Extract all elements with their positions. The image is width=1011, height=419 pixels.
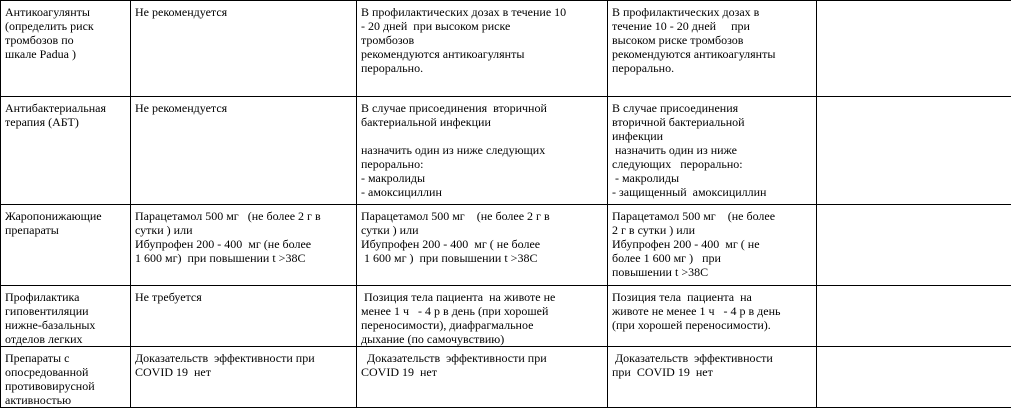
cell-text-line: более 1 600 мг ) при [612, 251, 721, 265]
cell-text-line: 1 600 мг) при повышении t >38С [135, 251, 306, 265]
severity-column-3-cell [608, 205, 817, 286]
cell-text-line: перорально: [361, 157, 424, 171]
cell-text-line: противовирусной [5, 379, 95, 393]
row-name-cell [1, 347, 131, 408]
row-name-cell [1, 1, 131, 97]
cell-text-line: Парацетамол 500 мг (не более 2 г в [361, 209, 550, 223]
cell-text-line: течение 10 - 20 дней при [612, 19, 750, 33]
table-row-antibacterial [1, 97, 1011, 205]
empty-cell [817, 205, 1011, 286]
cell-text-line: В профилактических дозах в течение 10 [361, 5, 567, 19]
severity-column-2-cell [357, 1, 608, 97]
severity-column-1-cell [131, 1, 357, 97]
empty-cell [817, 97, 1011, 205]
cell-text-line: рекомендуются антикоагулянты [361, 47, 525, 61]
table-row-anticoagulants [1, 1, 1011, 97]
cell-text-line: Профилактика [5, 290, 80, 304]
cell-text-line: животе не менее 1 ч - 4 р в день [612, 304, 781, 318]
cell-text-line: дыхание (по самочувствию) [361, 332, 505, 346]
severity-column-2-cell [357, 205, 608, 286]
cell-text-line: (определить риск [5, 19, 94, 33]
cell-text-line: 2 г в сутки ) или [612, 223, 696, 237]
cell-text-line: рекомендуются антикоагулянты [612, 47, 776, 61]
cell-text-line: препараты [5, 223, 59, 237]
cell-text-line: сутки ) или [135, 223, 193, 237]
severity-column-2-cell [357, 97, 608, 205]
cell-text-line: COVID 19 нет [135, 365, 211, 379]
severity-column-1-cell [131, 286, 357, 347]
cell-text-line: Позиция тела пациента на [612, 290, 752, 304]
cell-text-line: Доказательств эффективности [612, 351, 773, 365]
cell-text-line: назначить один из ниже следующих [361, 143, 546, 157]
cell-text-line: отделов легких [5, 332, 83, 346]
cell-text-line: Парацетамол 500 мг (не более [612, 209, 776, 223]
cell-text-line: терапия (АБТ) [5, 115, 79, 129]
cell-text-line: - 20 дней при высоком риске [361, 19, 511, 33]
cell-text-line: Ибупрофен 200 - 400 мг ( не [612, 237, 760, 251]
severity-column-2-cell [357, 286, 608, 347]
cell-text-line: - макролиды [361, 171, 426, 185]
empty-cell [817, 286, 1011, 347]
row-name-cell [1, 97, 131, 205]
cell-text-line: следующих перорально: [612, 157, 743, 171]
row-name-cell [1, 205, 131, 286]
severity-column-2-cell [357, 347, 608, 408]
cell-text-line: повышении t >38С [612, 265, 709, 279]
cell-text-line: В случае присоединения вторичной [361, 101, 547, 115]
cell-text-line: (при хорошей переносимости). [612, 318, 771, 332]
cell-text-line: Не рекомендуется [135, 101, 228, 115]
severity-column-3-cell [608, 347, 817, 408]
severity-column-3-cell [608, 1, 817, 97]
cell-text-line: Позиция тела пациента на животе не [361, 290, 556, 304]
severity-column-1-cell [131, 97, 357, 205]
cell-text-line: нижне-базальных [5, 318, 96, 332]
cell-text-line: инфекции [612, 129, 664, 143]
cell-text-line: - защищенный амоксициллин [612, 185, 767, 199]
cell-text-line: Парацетамол 500 мг (не более 2 г в [135, 209, 321, 223]
cell-text-line: Доказательств эффективности при [361, 351, 547, 365]
severity-column-1-cell [131, 205, 357, 286]
cell-text-line: при COVID 19 нет [612, 365, 713, 379]
cell-text-line: опосредованной [5, 365, 89, 379]
cell-text-line: активностью [5, 393, 72, 407]
severity-column-3-cell [608, 97, 817, 205]
cell-text-line: перорально. [361, 61, 424, 75]
cell-text-line: вторичной бактериальной [612, 115, 745, 129]
severity-column-3-cell [608, 286, 817, 347]
cell-text-line: Антикоагулянты [5, 5, 90, 19]
cell-text-line: менее 1 ч - 4 р в день (при хорошей [361, 304, 549, 318]
cell-text-line: Не рекомендуется [135, 5, 228, 19]
cell-text-line: тромбозов [361, 33, 415, 47]
cell-text-line: переносимости), диафрагмальное [361, 318, 534, 332]
cell-text-line: высоком риске тромбозов [612, 33, 744, 47]
cell-text-line: Ибупрофен 200 - 400 мг (не более [135, 237, 312, 251]
cell-text-line: В профилактических дозах в [612, 5, 760, 19]
cell-text-line: Не требуется [135, 290, 202, 304]
table-row-hypoventilation-prevention [1, 286, 1011, 347]
cell-text-line: сутки ) или [361, 223, 419, 237]
cell-text-line: В случае присоединения [612, 101, 739, 115]
cell-text-line: COVID 19 нет [361, 365, 437, 379]
cell-text-line: Ибупрофен 200 - 400 мг ( не более [361, 237, 541, 251]
cell-text-line: Препараты с [5, 351, 70, 365]
cell-text-line: Антибактериальная [5, 101, 107, 115]
table-row-antiviral-drugs [1, 347, 1011, 408]
severity-column-1-cell [131, 347, 357, 408]
cell-text-line: Жаропонижающие [5, 209, 102, 223]
empty-cell [817, 347, 1011, 408]
cell-text-line: назначить один из ниже [612, 143, 737, 157]
row-name-cell [1, 286, 131, 347]
cell-text-line: 1 600 мг ) при повышении t >38С [361, 251, 538, 265]
cell-text-line: Доказательств эффективности при [135, 351, 315, 365]
cell-text-line: тромбозов по [5, 33, 74, 47]
cell-text-line: шкале Padua ) [5, 47, 76, 61]
empty-cell [817, 1, 1011, 97]
cell-text-line [361, 129, 604, 143]
cell-text-line: бактериальной инфекции [361, 115, 491, 129]
cell-text-line: - амоксициллин [361, 185, 442, 199]
table-row-antipyretics [1, 205, 1011, 286]
cell-text-line: - макролиды [612, 171, 680, 185]
cell-text-line: перорально. [612, 61, 675, 75]
cell-text-line: гиповентиляции [5, 304, 89, 318]
